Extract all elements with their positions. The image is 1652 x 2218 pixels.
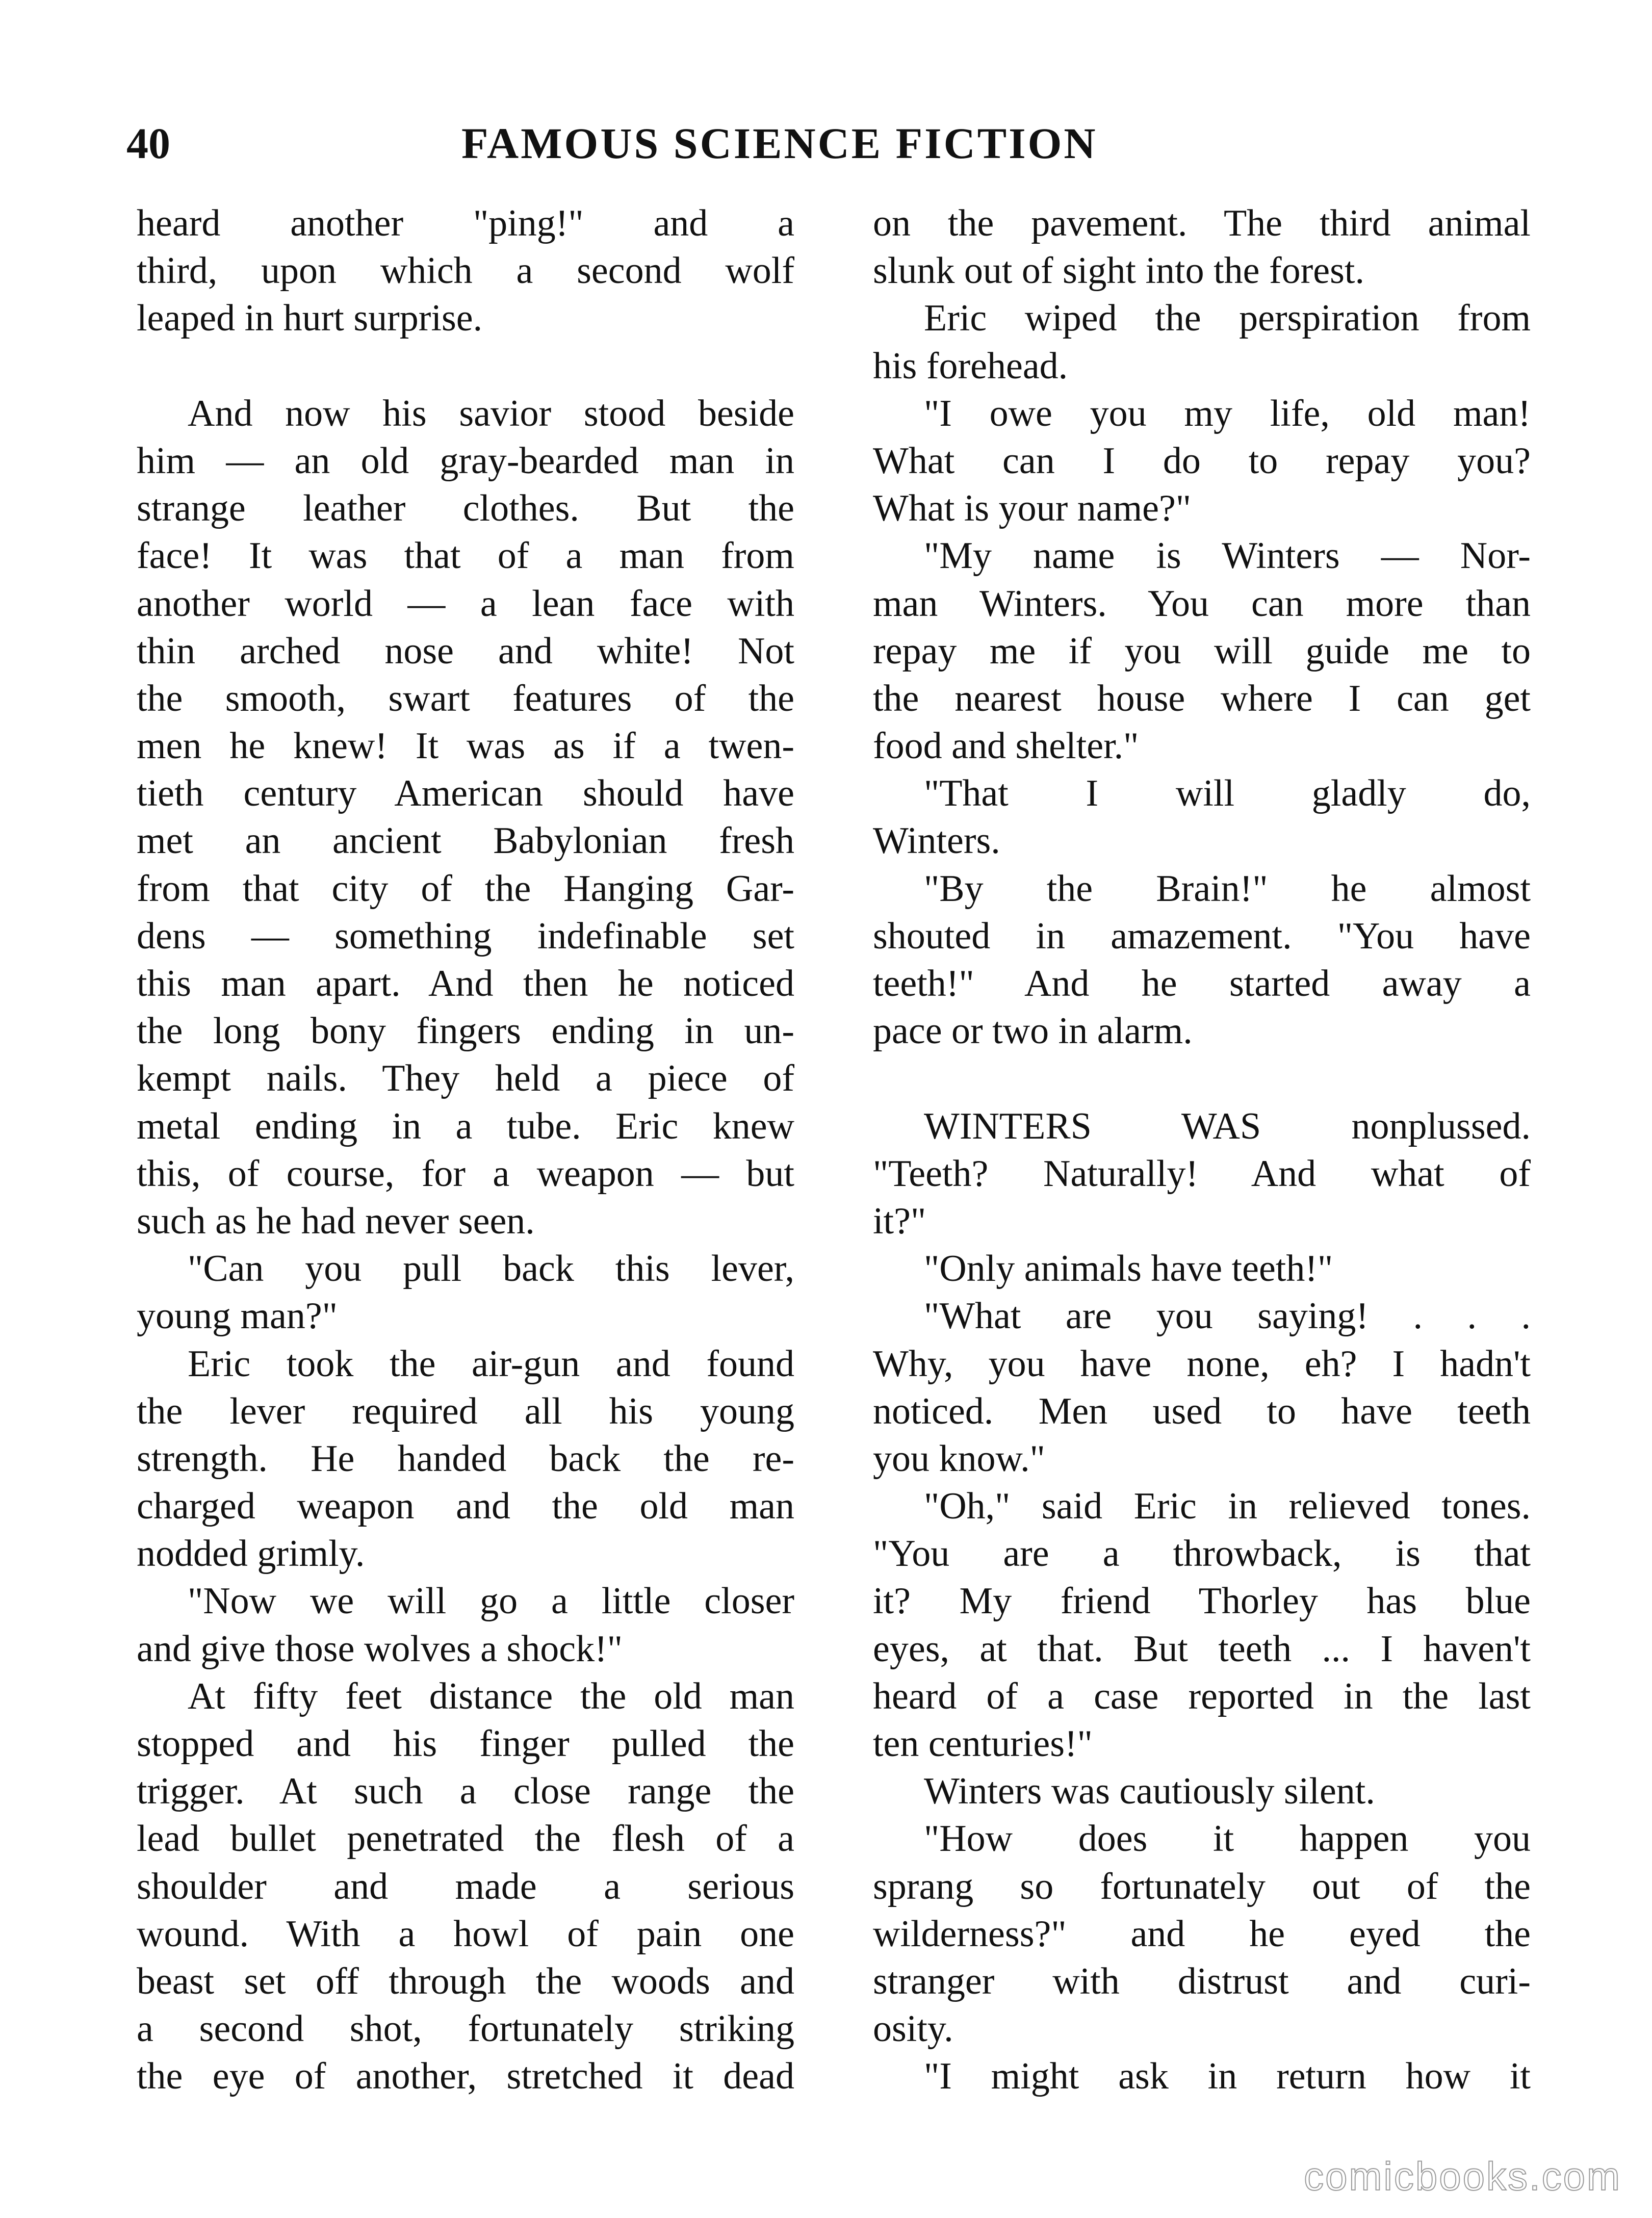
watermark: comicbooks.com (1304, 2154, 1621, 2199)
text-line: repay me if you will guide me to (873, 630, 1531, 672)
text-line: sprang so fortunately out of the (873, 1865, 1531, 1907)
text-line: "Now we will go a little closer (188, 1580, 794, 1622)
text-line: heard another "ping!" and a (137, 202, 794, 244)
text-line: heard of a case reported in the last (873, 1675, 1531, 1717)
text-line: thin arched nose and white! Not (137, 630, 794, 672)
text-line: stranger with distrust and curi- (873, 1960, 1531, 2002)
text-line: the long bony fingers ending in un- (137, 1010, 794, 1052)
text-line: "I owe you my life, old man! (924, 392, 1531, 434)
text-line: slunk out of sight into the forest. (873, 250, 1364, 292)
text-line: Eric wiped the perspiration from (924, 297, 1531, 340)
text-line: "Teeth? Naturally! And what of (873, 1152, 1531, 1195)
text-line: trigger. At such a close range the (137, 1770, 794, 1813)
text-line: this, of course, for a weapon — but (137, 1152, 794, 1195)
text-line: another world — a lean face with (137, 582, 794, 625)
text-line: you know." (873, 1437, 1045, 1480)
text-line: strange leather clothes. But the (137, 487, 794, 530)
text-line: noticed. Men used to have teeth (873, 1390, 1531, 1432)
text-line: teeth!" And he started away a (873, 963, 1531, 1004)
text-line: leaped in hurt surprise. (137, 297, 483, 340)
text-line: him — an old gray-bearded man in (137, 440, 794, 482)
text-line: "Only animals have teeth!" (924, 1248, 1333, 1290)
paragraph-gap (873, 1055, 1531, 1102)
text-line: from that city of the Hanging Gar- (137, 867, 794, 910)
text-line: charged weapon and the old man (137, 1485, 794, 1528)
text-line: beast set off through the woods and (137, 1960, 794, 2002)
text-line: the eye of another, stretched it dead (137, 2055, 794, 2098)
text-line: this man apart. And then he noticed (137, 963, 794, 1004)
text-line: nodded grimly. (137, 1533, 365, 1575)
text-line: and give those wolves a shock!" (137, 1628, 623, 1670)
text-line: food and shelter." (873, 725, 1139, 767)
text-line: met an ancient Babylonian fresh (137, 820, 794, 862)
text-line: men he knew! It was as if a twen- (137, 725, 794, 767)
text-line: And now his savior stood beside (188, 392, 794, 434)
page-number: 40 (126, 119, 170, 168)
text-line: lead bullet penetrated the flesh of a (137, 1818, 794, 1860)
text-line: young man?" (137, 1295, 338, 1337)
text-line: metal ending in a tube. Eric knew (137, 1105, 794, 1147)
text-line: "What are you saying! . . . (924, 1295, 1531, 1337)
text-line: What can I do to repay you? (873, 440, 1531, 482)
text-line: eyes, at that. But teeth ... I haven't (873, 1628, 1531, 1670)
text-line: the nearest house where I can get (873, 677, 1531, 719)
text-line: "I might ask in return how it (924, 2055, 1531, 2098)
text-line: his forehead. (873, 345, 1068, 387)
paragraph-gap (137, 343, 794, 390)
text-line: "You are a throwback, is that (873, 1533, 1531, 1575)
text-line: "My name is Winters — Nor- (924, 535, 1531, 577)
text-line: third, upon which a second wolf (137, 250, 794, 292)
text-line: osity. (873, 2008, 953, 2050)
text-line: ten centuries!" (873, 1723, 1093, 1765)
text-line: the lever required all his young (137, 1390, 794, 1432)
text-line: WINTERS WAS nonplussed. (924, 1105, 1531, 1147)
text-line: on the pavement. The third animal (873, 202, 1531, 244)
text-line: it?" (873, 1200, 926, 1242)
text-line: it? My friend Thorley has blue (873, 1580, 1531, 1622)
text-line: "That I will gladly do, (924, 772, 1531, 815)
text-line: such as he had never seen. (137, 1200, 535, 1242)
text-line: man Winters. You can more than (873, 582, 1531, 625)
text-line: pace or two in alarm. (873, 1010, 1193, 1052)
text-line: "How does it happen you (924, 1818, 1531, 1860)
text-line: wound. With a howl of pain one (137, 1913, 794, 1955)
right-text-column (873, 200, 1531, 2101)
text-line: At fifty feet distance the old man (188, 1675, 794, 1717)
text-line: stopped and his finger pulled the (137, 1723, 794, 1765)
text-line: tieth century American should have (137, 772, 794, 815)
text-line: face! It was that of a man from (137, 535, 794, 577)
text-line: strength. He handed back the re- (137, 1437, 794, 1480)
text-line: "Can you pull back this lever, (188, 1248, 794, 1290)
text-line: wilderness?" and he eyed the (873, 1913, 1531, 1955)
running-head: FAMOUS SCIENCE FICTION (461, 119, 1098, 168)
text-line: Eric took the air-gun and found (188, 1343, 794, 1385)
text-line: kempt nails. They held a piece of (137, 1058, 794, 1100)
left-text-column (137, 200, 794, 2101)
text-line: a second shot, fortunately striking (137, 2008, 794, 2050)
text-line: Winters. (873, 820, 1000, 862)
text-line: Winters was cautiously silent. (924, 1770, 1375, 1813)
text-line: "Oh," said Eric in relieved tones. (924, 1485, 1531, 1528)
text-line: the smooth, swart features of the (137, 677, 794, 719)
text-line: "By the Brain!" he almost (924, 867, 1531, 910)
text-line: What is your name?" (873, 487, 1192, 530)
text-line: Why, you have none, eh? I hadn't (873, 1343, 1531, 1385)
text-line: shouted in amazement. "You have (873, 915, 1531, 957)
text-line: shoulder and made a serious (137, 1865, 794, 1907)
text-line: dens — something indefinable set (137, 915, 794, 957)
